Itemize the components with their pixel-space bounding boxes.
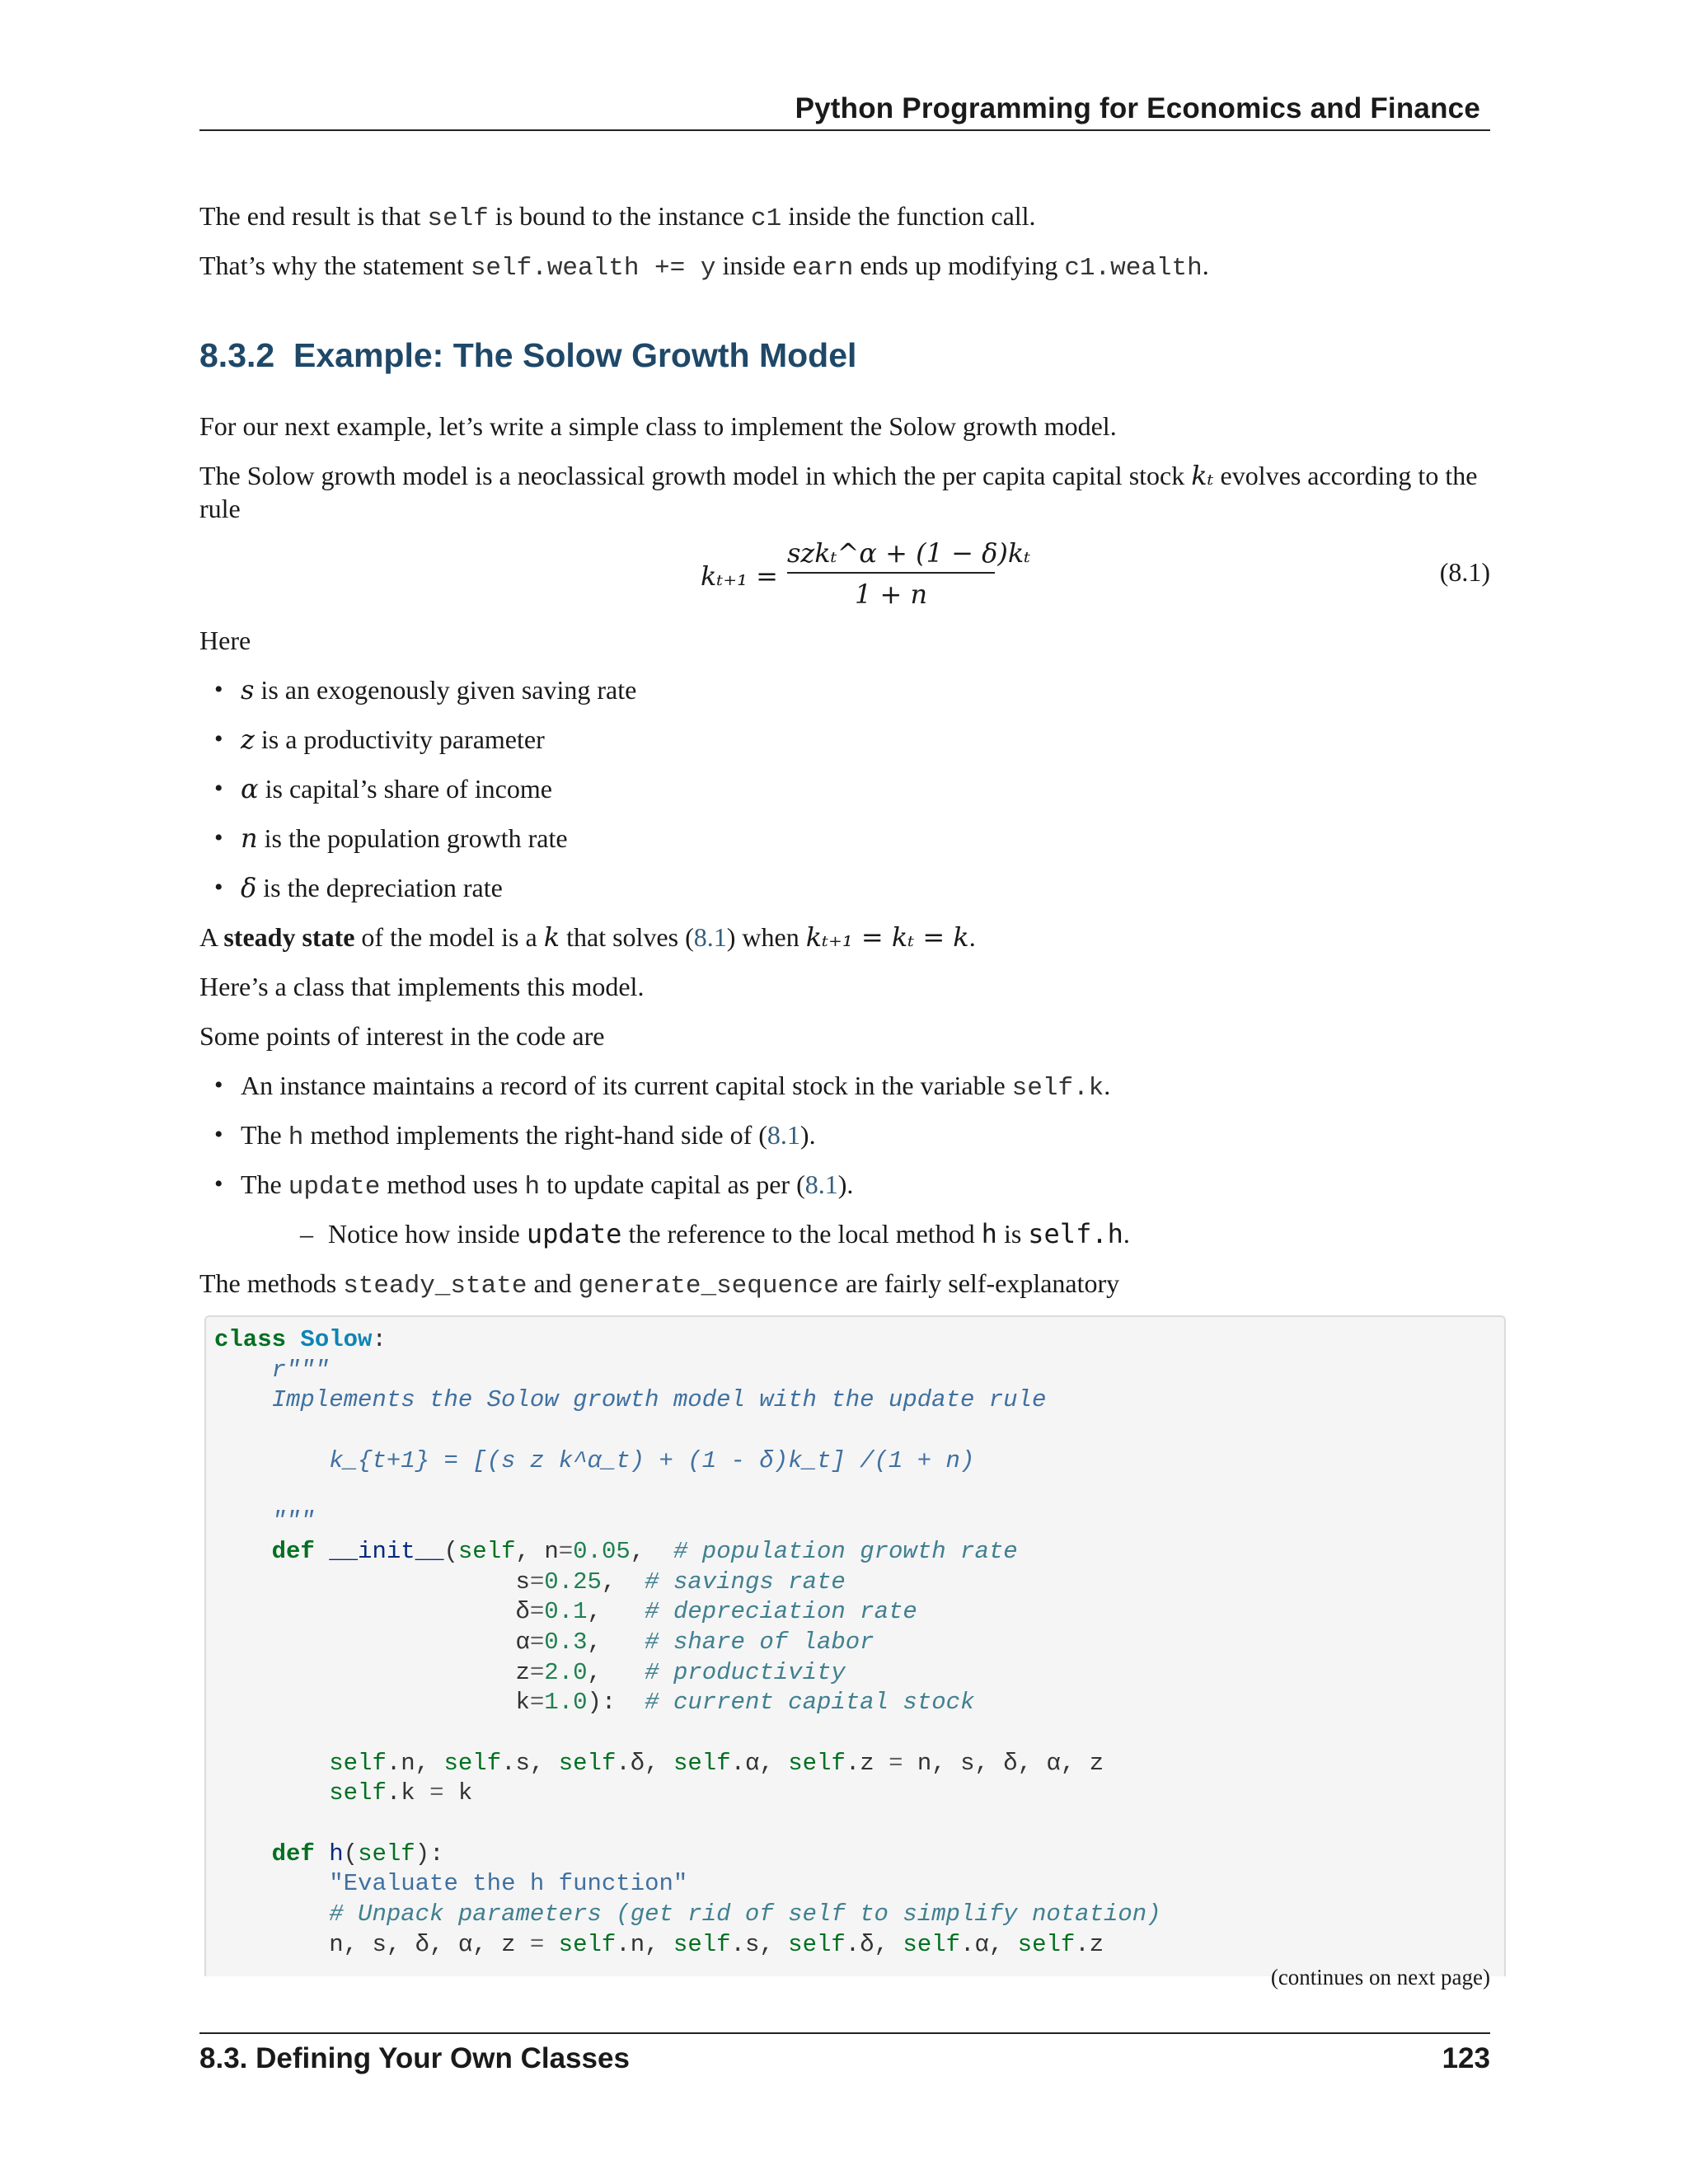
code-line: self.n, self.s, self.δ, self.α, self.z = n, s, δ, α, z: [329, 1749, 1104, 1777]
section-heading: [199, 336, 856, 375]
code-line: [214, 1416, 1161, 1446]
paragraph-here: Here: [199, 626, 251, 655]
code-line: [214, 1476, 1161, 1507]
list-item: • α is capital’s share of income: [214, 773, 552, 804]
code-line: self.k = k: [329, 1779, 473, 1807]
code-line: k=1.0): # current capital stock: [271, 1689, 975, 1717]
paragraph-self-bound: The end result is that self is bound to the instance c1 inside the function call.: [199, 201, 1036, 233]
equation-lhs: kₜ₊₁ =: [701, 560, 778, 592]
code-line: def h(self):: [271, 1840, 444, 1868]
continues-note: (continues on next page): [1270, 1965, 1490, 1990]
paragraph-solow-description: The Solow growth model is a neoclassical growth model in which the per capita capital stock kₜ evolves according to the rule: [199, 460, 1478, 523]
footer-section-title: 8.3. Defining Your Own Classes: [199, 2042, 630, 2074]
code-line: # Unpack parameters (get rid of self to simplify notation): [329, 1900, 1161, 1929]
fraction-bar: [787, 572, 995, 574]
equation-denominator: 1 + n: [854, 579, 928, 610]
running-header-title: Python Programming for Economics and Finance: [795, 92, 1480, 124]
paragraph-points-intro: Some points of interest in the code are: [199, 1021, 605, 1051]
equation-ref-link[interactable]: 8.1: [767, 1120, 800, 1150]
paragraph-wealth-statement: That’s why the statement self.wealth += y inside earn ends up modifying c1.wealth.: [199, 251, 1209, 283]
code-line: s=0.25, # savings rate: [271, 1568, 846, 1596]
list-item: • s is an exogenously given saving rate: [214, 674, 637, 705]
list-item: • The h method implements the right-hand side of (8.1).: [214, 1120, 816, 1152]
equation-ref-link[interactable]: 8.1: [693, 922, 727, 952]
paragraph-steady-state: A steady state of the model is a k that solves (8.1) when kₜ₊₁ = kₜ = k.: [199, 921, 976, 953]
page-number: 123: [1442, 2042, 1490, 2074]
equation-ref-link[interactable]: 8.1: [804, 1169, 838, 1199]
code-line: "Evaluate the h function": [329, 1870, 688, 1898]
code-line: δ=0.1, # depreciation rate: [271, 1598, 917, 1626]
paragraph-next-example: For our next example, let’s write a simple class to implement the Solow growth model.: [199, 411, 1117, 441]
code-line: k_{t+1} = [(s z k^α_t) + (1 - δ)k_t] /(1 + n): [214, 1446, 975, 1474]
equation-fraction: [787, 537, 1031, 610]
code-line: [214, 1718, 1161, 1749]
section-title-text: Example: The Solow Growth Model: [293, 336, 857, 374]
list-item: • The update method uses h to update capital as per (8.1).: [214, 1169, 854, 1202]
code-line: def __init__(self, n=0.05, # population growth rate: [271, 1537, 1018, 1565]
list-item: • n is the population growth rate: [214, 823, 568, 854]
equation-number: (8.1): [1439, 557, 1490, 587]
sub-list-item: – Notice how inside update the reference to the local method h is self.h.: [300, 1218, 1130, 1249]
list-item: • z is a productivity parameter: [214, 724, 545, 755]
code-line: [214, 1809, 1161, 1840]
code-line: Implements the Solow growth model with the update rule: [214, 1386, 1047, 1414]
paragraph-class-intro: Here’s a class that implements this model.: [199, 972, 645, 1001]
section-number: 8.3.2: [199, 336, 275, 374]
code-block[interactable]: [204, 1315, 1506, 1976]
code-listing: [214, 1325, 1161, 1960]
code-line: r""": [214, 1356, 330, 1384]
list-item: • An instance maintains a record of its current capital stock in the variable self.k.: [214, 1071, 1111, 1103]
code-line: n, s, δ, α, z = self.n, self.s, self.δ, self.α, self.z: [329, 1930, 1104, 1958]
code-line: class Solow:: [214, 1326, 387, 1353]
code-line: """: [214, 1507, 315, 1535]
code-line: α=0.3, # share of labor: [271, 1628, 874, 1656]
equation-numerator: szkₜ^α + (1 − δ)kₜ: [787, 537, 1031, 569]
footer-divider: [199, 2032, 1490, 2034]
code-line: z=2.0, # productivity: [271, 1658, 846, 1686]
header-divider: [199, 129, 1490, 131]
paragraph-methods: The methods steady_state and generate_sequence are fairly self-explanatory: [199, 1268, 1120, 1301]
list-item: • δ is the depreciation rate: [214, 872, 503, 903]
